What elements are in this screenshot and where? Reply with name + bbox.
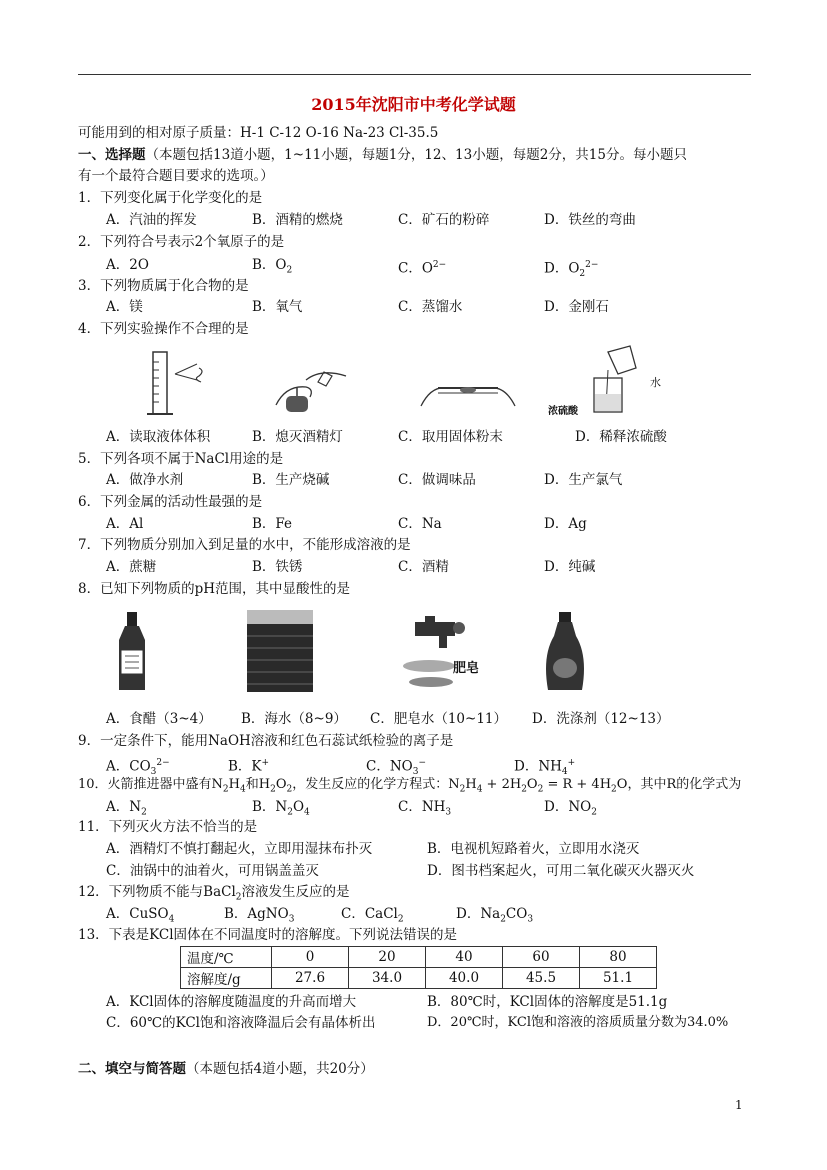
- table-cell: 0: [272, 947, 349, 968]
- header-rule: [78, 74, 751, 75]
- section1-line1: [78, 146, 687, 164]
- section1-heading: 一、选择题: [78, 147, 146, 163]
- q12-option-b: B．AgNO$_3$: [224, 906, 295, 925]
- q3-option-b: B．氧气: [252, 299, 303, 315]
- q8-option-c: C．肥皂水（10~11）: [370, 711, 507, 727]
- table-cell: 40.0: [426, 968, 503, 989]
- soap-label: 肥皂: [453, 661, 480, 676]
- q10-option-b: B．$N_2O_4$: [252, 799, 310, 818]
- q2-option-c: C．$O^{2-}$: [398, 260, 447, 277]
- q12-option-d: D．$Na_2CO_3$: [456, 906, 534, 925]
- q11-option-c: C．油锅中的油着火，可用锅盖盖灭: [106, 863, 319, 879]
- q10-option-a: A．$N_2$: [106, 799, 147, 818]
- vinegar-bottle-image: [112, 610, 152, 694]
- detergent-bottle-image: [540, 610, 590, 694]
- q4-option-d: D．稀释浓硫酸: [575, 429, 667, 445]
- q7-stem: 7．下列物质分别加入到足量的水中，不能形成溶液的是: [78, 537, 411, 553]
- section2-desc: （本题包括4道小题，共20分）: [186, 1061, 374, 1077]
- q13-stem: 13．下表是KCl固体在不同温度时的溶解度。下列说法错误的是: [78, 927, 458, 943]
- q11-stem: 11．下列灭火方法不恰当的是: [78, 819, 258, 835]
- q7-option-a: A．蔗糖: [106, 559, 157, 575]
- q11-option-d: D．图书档案起火，可用二氧化碳灭火器灭火: [427, 863, 695, 879]
- q12-stem: 12．下列物质不能与BaCl$_2$溶液发生反应的是: [78, 884, 350, 903]
- q5-option-b: B．生产烧碱: [252, 472, 330, 488]
- q2-option-d: D．$O_2^{2-}$: [544, 260, 599, 280]
- q9-option-c: C．$NO_3^-$: [366, 758, 426, 778]
- graduated-cylinder-image: [135, 348, 235, 420]
- table-cell: 60: [503, 947, 580, 968]
- q11-option-a: A．酒精灯不慎打翻起火，立即用湿抹布扑灭: [106, 841, 373, 857]
- sea-water-image: [245, 608, 315, 694]
- page-number: 1: [735, 1098, 743, 1112]
- q6-option-d: D．Ag: [544, 516, 587, 532]
- table-cell: 40: [426, 947, 503, 968]
- q5-option-c: C．做调味品: [398, 472, 476, 488]
- q7-option-c: C．酒精: [398, 559, 449, 575]
- q12-option-c: C．CaCl$_2$: [341, 906, 404, 925]
- section2-line: [78, 1060, 374, 1078]
- q1-option-c: C．矿石的粉碎: [398, 212, 490, 228]
- table-cell: 51.1: [580, 968, 657, 989]
- table-cell: 80: [580, 947, 657, 968]
- table-cell: 27.6: [272, 968, 349, 989]
- acid-label: 浓硫酸: [548, 406, 578, 417]
- q2-option-a: A．2O: [106, 257, 149, 273]
- water-label: 水: [650, 376, 661, 389]
- table-row: [181, 968, 657, 989]
- section1-desc1: （本题包括13道小题，1~11小题，每题1分，12、13小题，每题2分，共15分。每小题只: [145, 147, 687, 163]
- q5-option-d: D．生产氯气: [544, 472, 623, 488]
- q8-option-a: A．食醋（3~4）: [106, 711, 212, 727]
- alcohol-lamp-image: [256, 360, 356, 420]
- q10-option-d: D．$NO_2$: [544, 799, 597, 818]
- q6-option-c: C．Na: [398, 516, 442, 532]
- page-title: 2015年沈阳市中考化学试题: [311, 95, 516, 114]
- dilute-acid-image: [548, 342, 668, 420]
- solubility-table: [180, 946, 657, 989]
- q10-option-c: C．$NH_3$: [398, 799, 452, 818]
- q3-option-a: A．镁: [106, 299, 143, 315]
- q10-stem: 10．火箭推进器中盛有$N_2H_4$和$H_2O_2$，发生反应的化学方程式：$N_2H_4 + 2H_2O_2 = R + 4H_2O$，其中R的化学式为: [78, 777, 742, 795]
- atomic-masses: 可能用到的相对原子质量：H-1 C-12 O-16 Na-23 Cl-35.5: [78, 125, 439, 141]
- q5-stem: 5．下列各项不属于NaCl用途的是: [78, 451, 284, 467]
- q2-stem: 2．下列符合号表示2个氧原子的是: [78, 234, 285, 250]
- q4-option-b: B．熄灭酒精灯: [252, 429, 343, 445]
- test-tube-powder-image: [416, 366, 520, 420]
- q12-option-a: A．CuSO$_4$: [106, 906, 175, 925]
- q13-option-b: B．80℃时，KCl固体的溶解度是51.1g: [427, 994, 668, 1010]
- table-cell: 温度/℃: [181, 947, 272, 968]
- section2-heading: 二、填空与简答题: [78, 1061, 186, 1077]
- soap-water-image: [395, 612, 495, 694]
- table-cell: 溶解度/g: [181, 968, 272, 989]
- q1-option-d: D．铁丝的弯曲: [544, 212, 636, 228]
- q9-option-a: A．$CO_3^{2-}$: [106, 758, 170, 778]
- q7-option-d: D．纯碱: [544, 559, 596, 575]
- q5-option-a: A．做净水剂: [106, 472, 184, 488]
- section1-desc2: 有一个最符合题目要求的选项。）: [78, 168, 274, 184]
- q11-option-b: B．电视机短路着火，立即用水浇灭: [427, 841, 640, 857]
- q9-stem: 9．一定条件下，能用NaOH溶液和红色石蕊试纸检验的离子是: [78, 733, 454, 749]
- q9-option-b: B．K+: [228, 758, 270, 775]
- q13-option-a: A．KCl固体的溶解度随温度的升高而增大: [106, 994, 357, 1010]
- q1-option-a: A．汽油的挥发: [106, 212, 197, 228]
- table-row: [181, 947, 657, 968]
- q6-stem: 6．下列金属的活动性最强的是: [78, 494, 263, 510]
- q7-option-b: B．铁锈: [252, 559, 303, 575]
- q8-stem: 8．已知下列物质的pH范围，其中显酸性的是: [78, 581, 351, 597]
- q3-stem: 3．下列物质属于化合物的是: [78, 278, 249, 294]
- q1-option-b: B．酒精的燃烧: [252, 212, 343, 228]
- q6-option-b: B．Fe: [252, 516, 293, 532]
- q13-option-d: D．20℃时，KCl饱和溶液的溶质质量分数为34.0%: [427, 1015, 729, 1030]
- q3-option-d: D．金刚石: [544, 299, 609, 315]
- table-cell: 20: [349, 947, 426, 968]
- q8-option-d: D．洗涤剂（12~13）: [532, 711, 670, 727]
- q4-option-a: A．读取液体体积: [106, 429, 211, 445]
- q3-option-c: C．蒸馏水: [398, 299, 463, 315]
- q1-stem: 1．下列变化属于化学变化的是: [78, 190, 263, 206]
- q8-option-b: B．海水（8~9）: [241, 711, 347, 727]
- table-cell: 45.5: [503, 968, 580, 989]
- q2-option-b: B．$O_2$: [252, 257, 293, 276]
- q13-option-c: C．60℃的KCl饱和溶液降温后会有晶体析出: [106, 1015, 376, 1031]
- table-cell: 34.0: [349, 968, 426, 989]
- q6-option-a: A．Al: [106, 516, 144, 532]
- q9-option-d: D．$NH_4^+$: [514, 758, 576, 778]
- q4-stem: 4．下列实验操作不合理的是: [78, 321, 249, 337]
- q4-option-c: C．取用固体粉末: [398, 429, 503, 445]
